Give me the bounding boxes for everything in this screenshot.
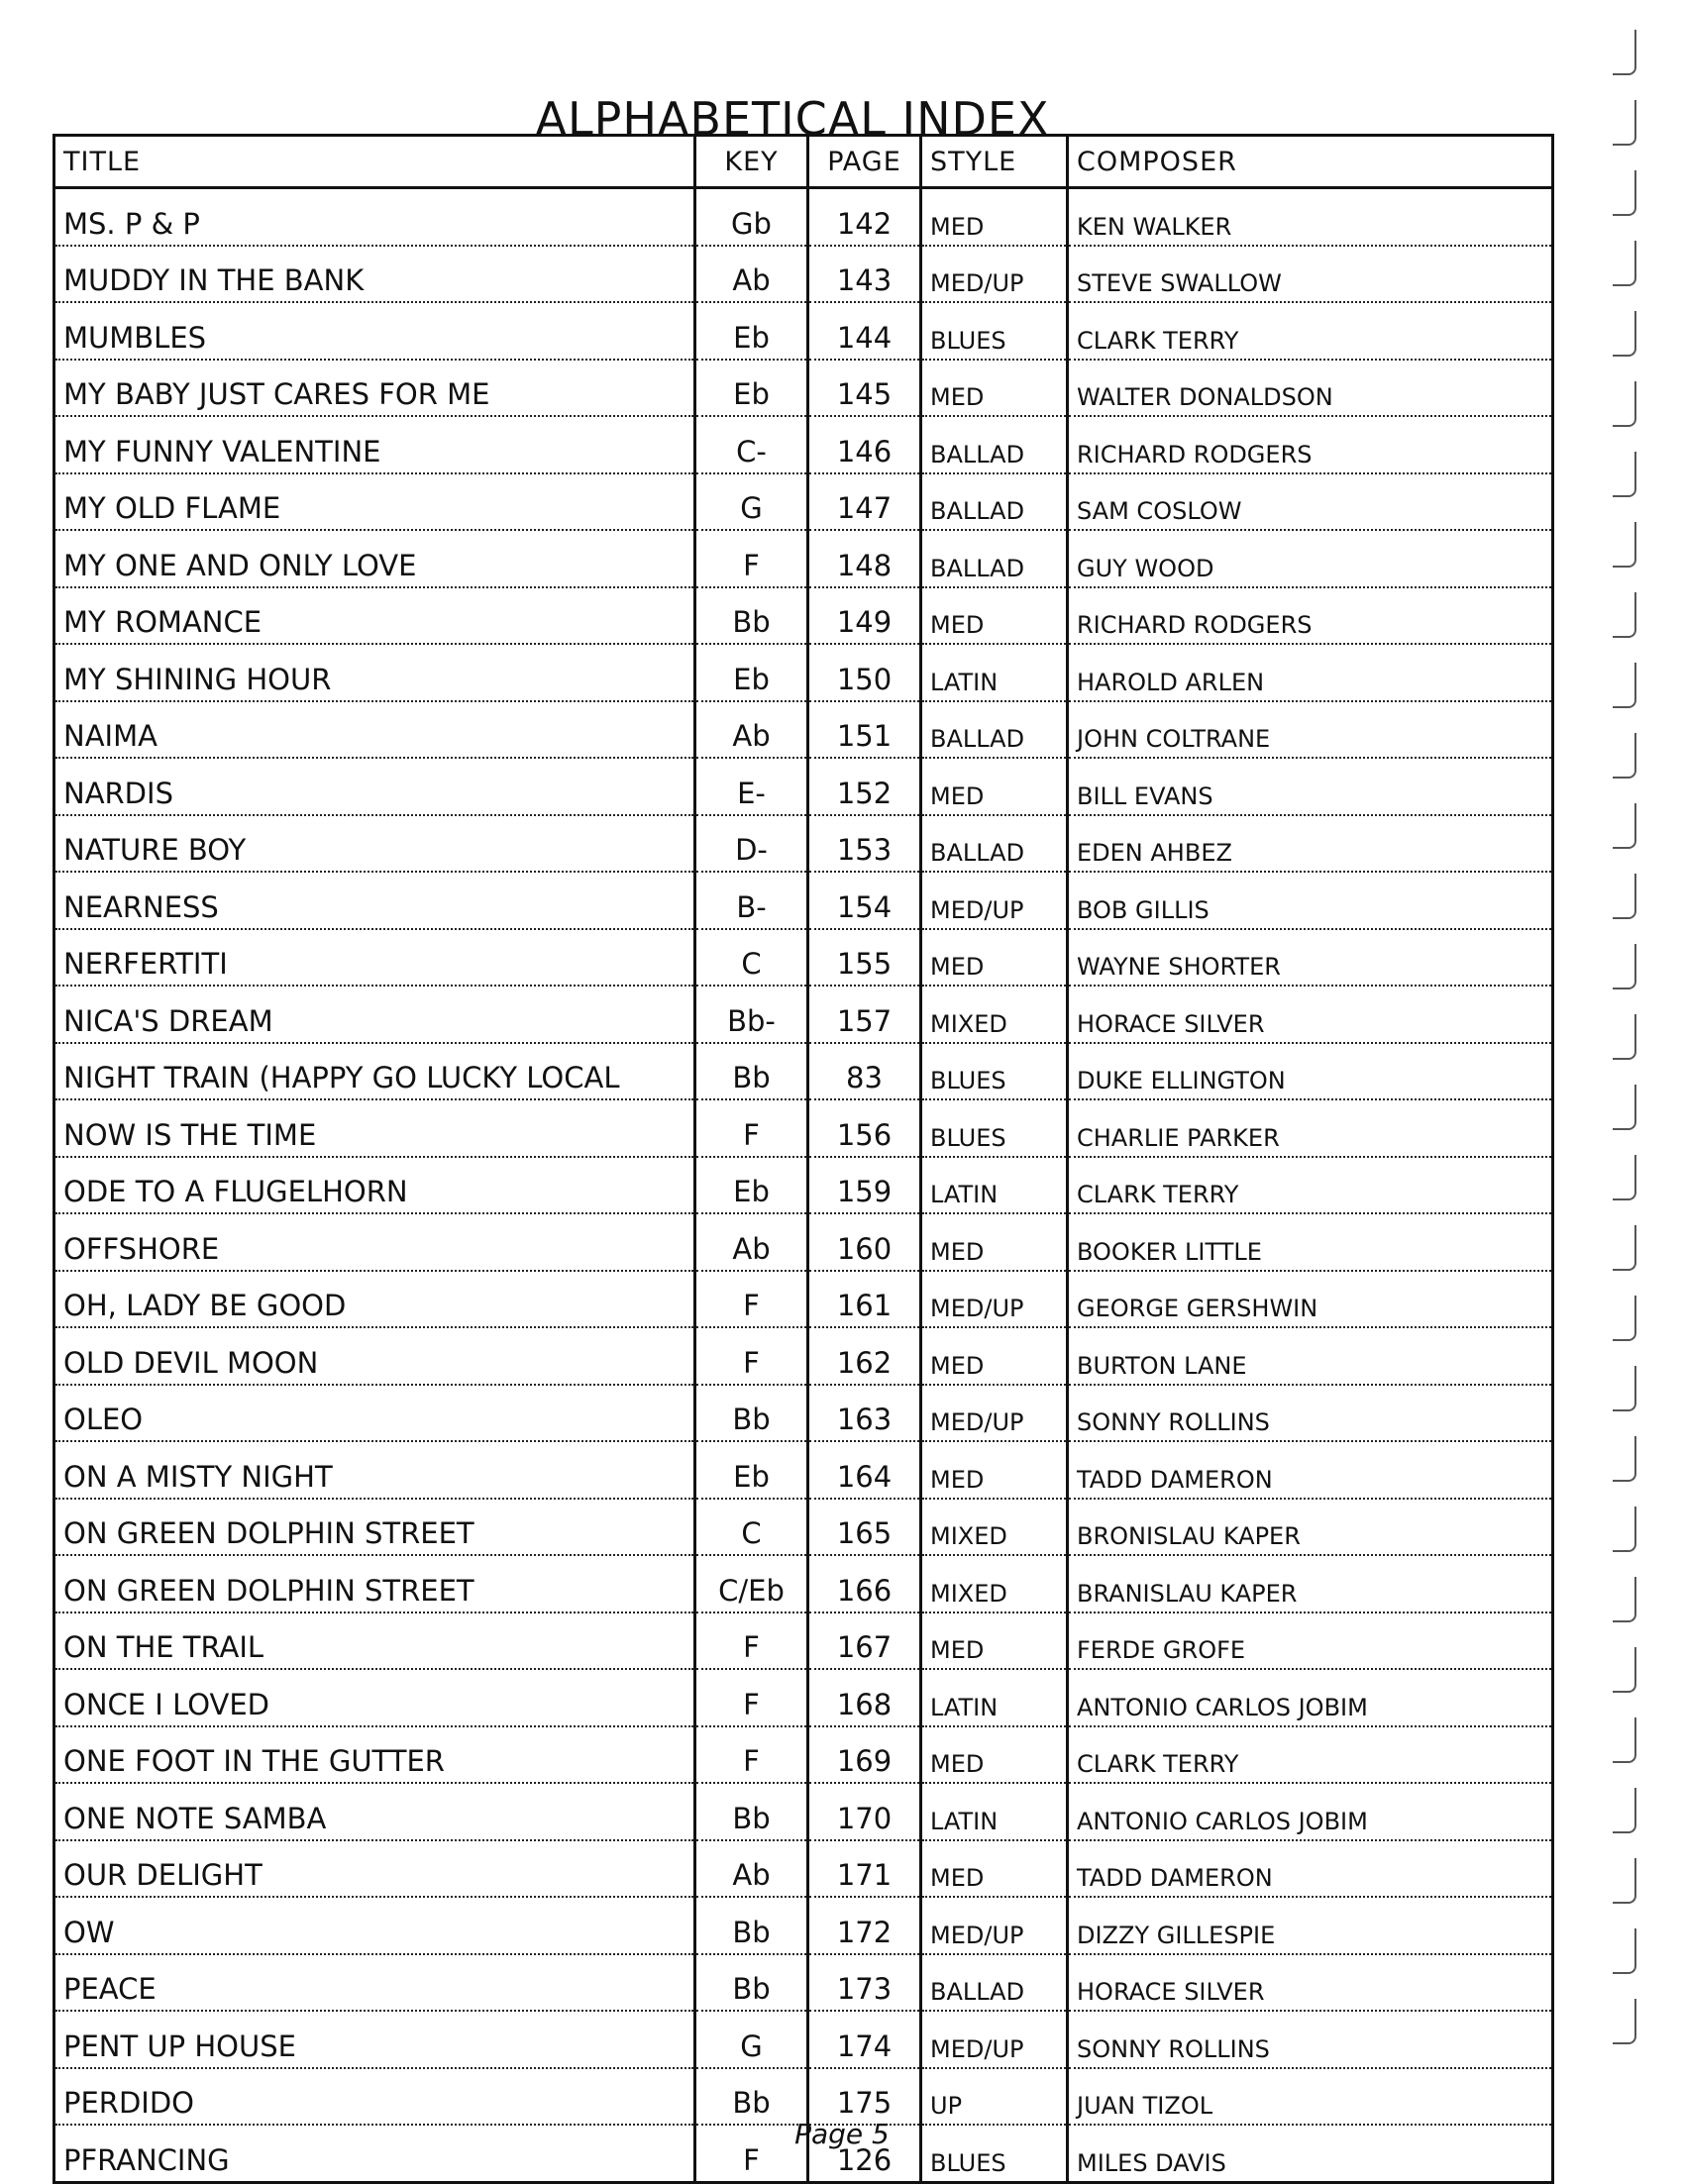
table-row: [54, 1157, 1553, 1214]
cell-key: F: [695, 1327, 808, 1385]
cell-style: MED: [921, 1726, 1068, 1784]
cell-key: Bb: [695, 587, 808, 645]
table-row: [54, 1043, 1553, 1100]
cell-composer: ANTONIO CARLOS JOBIM: [1068, 1783, 1553, 1840]
binding-ring-mark: [1613, 1858, 1636, 1904]
cell-composer: CLARK TERRY: [1068, 302, 1553, 360]
table-row: [54, 986, 1553, 1043]
cell-key: Bb: [695, 1385, 808, 1442]
cell-title: ODE TO A FLUGELHORN: [54, 1157, 695, 1214]
cell-key: G: [695, 2011, 808, 2068]
cell-page: 147: [808, 473, 921, 531]
binding-ring-mark: [1613, 733, 1636, 779]
table-row: [54, 360, 1553, 417]
cell-page: 150: [808, 644, 921, 701]
cell-page: 167: [808, 1612, 921, 1670]
cell-composer: DIZZY GILLESPIE: [1068, 1897, 1553, 1954]
cell-key: Eb: [695, 1157, 808, 1214]
column-header-title: TITLE: [54, 136, 695, 188]
cell-key: Eb: [695, 360, 808, 417]
cell-composer: ANTONIO CARLOS JOBIM: [1068, 1669, 1553, 1726]
cell-composer: MILES DAVIS: [1068, 2125, 1553, 2182]
binding-ring-mark: [1613, 1647, 1636, 1693]
cell-style: BLUES: [921, 1099, 1068, 1157]
cell-page: 165: [808, 1499, 921, 1556]
table-row: [54, 758, 1553, 815]
cell-style: MED: [921, 360, 1068, 417]
cell-style: MED: [921, 758, 1068, 815]
cell-key: F: [695, 1669, 808, 1726]
cell-style: MED/UP: [921, 2011, 1068, 2068]
page-number: Page 5: [794, 2118, 890, 2150]
cell-key: Bb: [695, 1954, 808, 2012]
cell-title: PENT UP HOUSE: [54, 2011, 695, 2068]
cell-page: 160: [808, 1213, 921, 1271]
cell-key: Eb: [695, 302, 808, 360]
cell-key: Bb: [695, 1897, 808, 1954]
table-row: [54, 473, 1553, 531]
table-row: [54, 815, 1553, 873]
cell-key: C: [695, 929, 808, 987]
cell-style: MED: [921, 1213, 1068, 1271]
cell-composer: WAYNE SHORTER: [1068, 929, 1553, 987]
cell-page: 163: [808, 1385, 921, 1442]
table-row: [54, 246, 1553, 303]
cell-style: MED/UP: [921, 1271, 1068, 1328]
cell-page: 143: [808, 246, 921, 303]
cell-style: BLUES: [921, 302, 1068, 360]
cell-composer: SONNY ROLLINS: [1068, 2011, 1553, 2068]
binding-ring-mark: [1613, 452, 1636, 497]
table-row: [54, 2068, 1553, 2126]
cell-title: MUDDY IN THE BANK: [54, 246, 695, 303]
cell-composer: STEVE SWALLOW: [1068, 246, 1553, 303]
cell-page: 126: [808, 2125, 921, 2182]
table-row: [54, 1612, 1553, 1670]
cell-title: NOW IS THE TIME: [54, 1099, 695, 1157]
table-row: [54, 2011, 1553, 2068]
cell-style: LATIN: [921, 1157, 1068, 1214]
cell-composer: BOOKER LITTLE: [1068, 1213, 1553, 1271]
table-row: [54, 1441, 1553, 1499]
cell-key: Bb-: [695, 986, 808, 1043]
cell-style: UP: [921, 2068, 1068, 2126]
cell-title: PERDIDO: [54, 2068, 695, 2126]
table-row: [54, 1213, 1553, 1271]
table-row: [54, 1669, 1553, 1726]
binding-ring-mark: [1613, 170, 1636, 216]
cell-style: BALLAD: [921, 473, 1068, 531]
table-row: [54, 929, 1553, 987]
cell-composer: FERDE GROFE: [1068, 1612, 1553, 1670]
cell-composer: GUY WOOD: [1068, 530, 1553, 587]
table-row: [54, 416, 1553, 473]
table-row: [54, 1555, 1553, 1612]
cell-page: 83: [808, 1043, 921, 1100]
binding-ring-mark: [1613, 1717, 1636, 1763]
cell-composer: KEN WALKER: [1068, 188, 1553, 246]
cell-page: 170: [808, 1783, 921, 1840]
cell-title: NARDIS: [54, 758, 695, 815]
cell-composer: HORACE SILVER: [1068, 1954, 1553, 2012]
header-row: [54, 136, 1553, 188]
cell-key: C/Eb: [695, 1555, 808, 1612]
cell-title: MY ROMANCE: [54, 587, 695, 645]
cell-title: MY ONE AND ONLY LOVE: [54, 530, 695, 587]
binding-ring-mark: [1613, 1788, 1636, 1833]
table-row: [54, 1271, 1553, 1328]
cell-style: MED/UP: [921, 246, 1068, 303]
cell-page: 173: [808, 1954, 921, 2012]
cell-key: Bb: [695, 1043, 808, 1100]
cell-key: Bb: [695, 2068, 808, 2126]
table-row: [54, 1099, 1553, 1157]
cell-title: NIGHT TRAIN (HAPPY GO LUCKY LOCAL: [54, 1043, 695, 1100]
cell-page: 168: [808, 1669, 921, 1726]
cell-style: MED: [921, 188, 1068, 246]
cell-style: MED/UP: [921, 1897, 1068, 1954]
index-body: [54, 188, 1553, 2183]
table-row: [54, 1783, 1553, 1840]
cell-style: MED: [921, 1327, 1068, 1385]
cell-key: Ab: [695, 701, 808, 759]
cell-key: C: [695, 1499, 808, 1556]
cell-composer: SONNY ROLLINS: [1068, 1385, 1553, 1442]
binding-ring-mark: [1613, 1928, 1636, 1974]
cell-key: F: [695, 1726, 808, 1784]
cell-composer: EDEN AHBEZ: [1068, 815, 1553, 873]
cell-title: OUR DELIGHT: [54, 1840, 695, 1898]
cell-page: 148: [808, 530, 921, 587]
cell-page: 166: [808, 1555, 921, 1612]
cell-page: 145: [808, 360, 921, 417]
cell-key: F: [695, 1099, 808, 1157]
binding-ring-mark: [1613, 1366, 1636, 1411]
cell-page: 171: [808, 1840, 921, 1898]
cell-title: MY OLD FLAME: [54, 473, 695, 531]
cell-page: 175: [808, 2068, 921, 2126]
cell-key: D-: [695, 815, 808, 873]
binding-ring-mark: [1613, 1085, 1636, 1130]
cell-page: 154: [808, 872, 921, 929]
cell-key: F: [695, 1271, 808, 1328]
cell-style: MIXED: [921, 1499, 1068, 1556]
binding-ring-mark: [1613, 803, 1636, 849]
binding-ring-mark: [1613, 1507, 1636, 1552]
binding-ring-mark: [1613, 944, 1636, 989]
cell-composer: BRONISLAU KAPER: [1068, 1499, 1553, 1556]
cell-composer: TADD DAMERON: [1068, 1840, 1553, 1898]
binding-ring-mark: [1613, 311, 1636, 357]
index-table: [53, 134, 1554, 2184]
table-row: [54, 1840, 1553, 1898]
cell-title: ON GREEN DOLPHIN STREET: [54, 1499, 695, 1556]
cell-style: BALLAD: [921, 1954, 1068, 2012]
cell-style: MIXED: [921, 1555, 1068, 1612]
cell-page: 172: [808, 1897, 921, 1954]
cell-title: OFFSHORE: [54, 1213, 695, 1271]
table-row: [54, 644, 1553, 701]
cell-style: BALLAD: [921, 815, 1068, 873]
table-row: [54, 1327, 1553, 1385]
cell-title: ON GREEN DOLPHIN STREET: [54, 1555, 695, 1612]
cell-title: MUMBLES: [54, 302, 695, 360]
cell-page: 149: [808, 587, 921, 645]
cell-key: Eb: [695, 644, 808, 701]
table-row: [54, 530, 1553, 587]
binding-ring-mark: [1613, 1577, 1636, 1622]
cell-composer: BURTON LANE: [1068, 1327, 1553, 1385]
cell-key: Bb: [695, 1783, 808, 1840]
table-row: [54, 872, 1553, 929]
cell-page: 161: [808, 1271, 921, 1328]
table-row: [54, 1726, 1553, 1784]
table-row: [54, 587, 1553, 645]
binding-ring-mark: [1613, 1296, 1636, 1341]
cell-key: F: [695, 2125, 808, 2182]
cell-style: BALLAD: [921, 701, 1068, 759]
binding-ring-mark: [1613, 1436, 1636, 1482]
cell-page: 156: [808, 1099, 921, 1157]
cell-style: BLUES: [921, 1043, 1068, 1100]
cell-key: Eb: [695, 1441, 808, 1499]
cell-composer: JUAN TIZOL: [1068, 2068, 1553, 2126]
cell-style: MED: [921, 1441, 1068, 1499]
cell-key: C-: [695, 416, 808, 473]
cell-title: ONE FOOT IN THE GUTTER: [54, 1726, 695, 1784]
column-header-key: KEY: [695, 136, 808, 188]
table-row: [54, 1954, 1553, 2012]
cell-composer: JOHN COLTRANE: [1068, 701, 1553, 759]
cell-style: MED/UP: [921, 872, 1068, 929]
cell-page: 151: [808, 701, 921, 759]
cell-style: MED: [921, 1840, 1068, 1898]
cell-title: OH, LADY BE GOOD: [54, 1271, 695, 1328]
binding-ring-mark: [1613, 100, 1636, 146]
cell-key: B-: [695, 872, 808, 929]
cell-style: LATIN: [921, 644, 1068, 701]
cell-composer: BOB GILLIS: [1068, 872, 1553, 929]
cell-title: NERFERTITI: [54, 929, 695, 987]
cell-key: Ab: [695, 1840, 808, 1898]
cell-style: BALLAD: [921, 416, 1068, 473]
cell-title: OLEO: [54, 1385, 695, 1442]
table-row: [54, 1499, 1553, 1556]
cell-style: BALLAD: [921, 530, 1068, 587]
cell-composer: SAM COSLOW: [1068, 473, 1553, 531]
cell-style: LATIN: [921, 1783, 1068, 1840]
cell-composer: RICHARD RODGERS: [1068, 416, 1553, 473]
cell-title: NICA'S DREAM: [54, 986, 695, 1043]
cell-title: NAIMA: [54, 701, 695, 759]
cell-title: PEACE: [54, 1954, 695, 2012]
cell-page: 152: [808, 758, 921, 815]
cell-key: F: [695, 530, 808, 587]
cell-style: MED: [921, 587, 1068, 645]
cell-title: MY BABY JUST CARES FOR ME: [54, 360, 695, 417]
table-row: [54, 302, 1553, 360]
table-row: [54, 1385, 1553, 1442]
binding-ring-mark: [1613, 30, 1636, 75]
binding-ring-mark: [1613, 522, 1636, 568]
cell-style: MED: [921, 929, 1068, 987]
cell-composer: BRANISLAU KAPER: [1068, 1555, 1553, 1612]
binding-ring-mark: [1613, 241, 1636, 286]
cell-composer: DUKE ELLINGTON: [1068, 1043, 1553, 1100]
cell-title: NEARNESS: [54, 872, 695, 929]
cell-page: 169: [808, 1726, 921, 1784]
cell-page: 174: [808, 2011, 921, 2068]
cell-composer: GEORGE GERSHWIN: [1068, 1271, 1553, 1328]
cell-style: BLUES: [921, 2125, 1068, 2182]
cell-composer: CLARK TERRY: [1068, 1726, 1553, 1784]
cell-style: MIXED: [921, 986, 1068, 1043]
cell-composer: CLARK TERRY: [1068, 1157, 1553, 1214]
cell-style: MED: [921, 1612, 1068, 1670]
cell-page: 164: [808, 1441, 921, 1499]
cell-key: E-: [695, 758, 808, 815]
cell-title: PFRANCING: [54, 2125, 695, 2182]
cell-page: 157: [808, 986, 921, 1043]
binding-ring-mark: [1613, 1014, 1636, 1060]
cell-composer: CHARLIE PARKER: [1068, 1099, 1553, 1157]
cell-page: 159: [808, 1157, 921, 1214]
column-header-composer: COMPOSER: [1068, 136, 1553, 188]
cell-composer: HAROLD ARLEN: [1068, 644, 1553, 701]
cell-page: 142: [808, 188, 921, 246]
cell-style: MED/UP: [921, 1385, 1068, 1442]
cell-composer: TADD DAMERON: [1068, 1441, 1553, 1499]
column-header-page: PAGE: [808, 136, 921, 188]
cell-page: 155: [808, 929, 921, 987]
table-row: [54, 1897, 1553, 1954]
binding-ring-mark: [1613, 1999, 1636, 2044]
cell-title: ON THE TRAIL: [54, 1612, 695, 1670]
binding-ring-mark: [1613, 592, 1636, 638]
column-header-style: STYLE: [921, 136, 1068, 188]
cell-key: Ab: [695, 246, 808, 303]
cell-page: 146: [808, 416, 921, 473]
cell-composer: BILL EVANS: [1068, 758, 1553, 815]
cell-style: LATIN: [921, 1669, 1068, 1726]
cell-title: ONE NOTE SAMBA: [54, 1783, 695, 1840]
cell-key: Ab: [695, 1213, 808, 1271]
cell-page: 153: [808, 815, 921, 873]
page-title: ALPHABETICAL INDEX: [535, 91, 1050, 146]
cell-key: F: [695, 1612, 808, 1670]
binding-ring-mark: [1613, 381, 1636, 427]
cell-title: OW: [54, 1897, 695, 1954]
cell-title: OLD DEVIL MOON: [54, 1327, 695, 1385]
cell-key: G: [695, 473, 808, 531]
cell-composer: RICHARD RODGERS: [1068, 587, 1553, 645]
binding-ring-mark: [1613, 663, 1636, 708]
cell-key: Gb: [695, 188, 808, 246]
binding-ring-mark: [1613, 1155, 1636, 1200]
table-row: [54, 188, 1553, 246]
binding-ring-marks: [1613, 30, 1642, 2110]
cell-composer: WALTER DONALDSON: [1068, 360, 1553, 417]
table-row: [54, 701, 1553, 759]
cell-title: NATURE BOY: [54, 815, 695, 873]
cell-composer: HORACE SILVER: [1068, 986, 1553, 1043]
cell-title: MY FUNNY VALENTINE: [54, 416, 695, 473]
cell-page: 144: [808, 302, 921, 360]
cell-title: ON A MISTY NIGHT: [54, 1441, 695, 1499]
cell-title: MY SHINING HOUR: [54, 644, 695, 701]
cell-title: MS. P & P: [54, 188, 695, 246]
binding-ring-mark: [1613, 1225, 1636, 1271]
binding-ring-mark: [1613, 874, 1636, 919]
cell-title: ONCE I LOVED: [54, 1669, 695, 1726]
cell-page: 162: [808, 1327, 921, 1385]
